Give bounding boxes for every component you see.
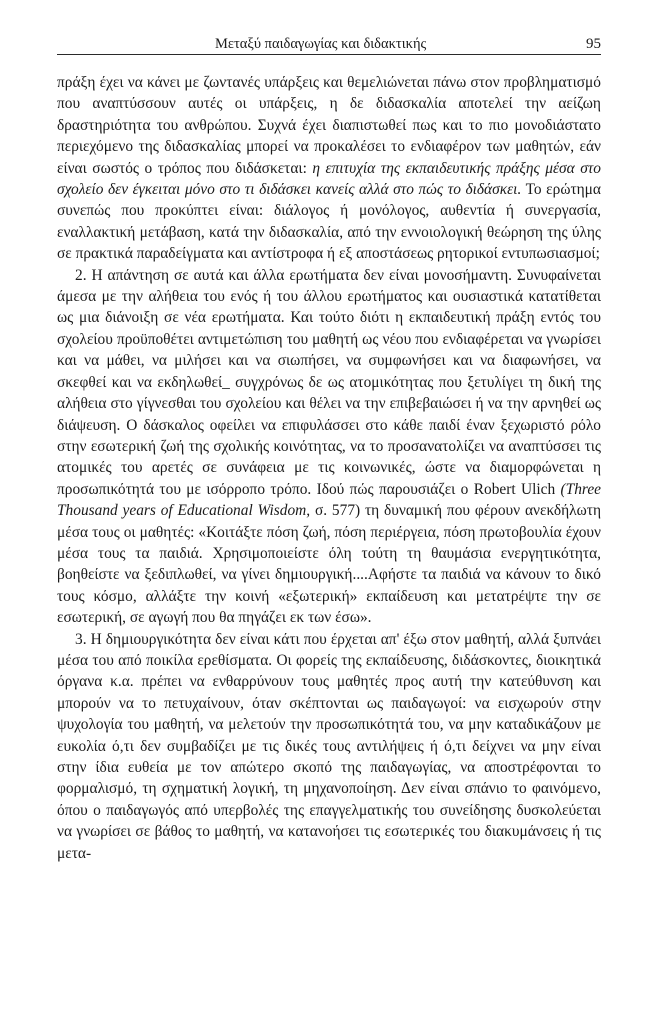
body-text	[57, 72, 601, 864]
paragraph-2-text-end: σ. 577) τη δυναμική που φέρουν ανεκδήλωτη μέσα τους οι μαθητές: «Κοιτάξτε πόση ζωή, πόση περιέργεια, πόση πρωτοβουλία έχουν μέσα τους τα παιδιά. Χρησιμοποιείστε όλη τούτη τη θαυμάσια ενεργητικότητα, βοηθείστε να ξεδιπλωθεί, να γίνει δημιουργική....Αφήστε τα παιδιά να κάνουν το δικό τους κόσμο, αλλάξτε την κοινή «εξωτερική» εκπαίδευση και μετατρέψτε την σε εσωτερική, σε αγωγή που θα πηγάζει εκ των έσω».	[57, 502, 601, 627]
paragraph-1-text: πράξη έχει να κάνει με ζωντανές υπάρξεις και θεμελιώνεται πάνω στον προβληματισμό που αναπτύσσουν αυτές οι υπάρξεις, η δε διδασκαλία αποτελεί την αείζωη δραστηριότητα του ανθρώπου. Συχνά έχει διαπιστωθεί πως και το πιο μονοδιάστατο περιεχόμενο της διδασκαλίας μπορεί να προκαλέσει το ενδιαφέρον των μαθητών, εάν είναι σωστός ο τρόπος που διδάσκεται:	[57, 74, 601, 177]
running-title: Μεταξύ παιδαγωγίας και διδακτικής	[215, 36, 427, 52]
page-header	[57, 36, 601, 55]
paragraph-2-text: 2. Η απάντηση σε αυτά και άλλα ερωτήματα δεν είναι μονοσήμαντη. Συνυφαίνεται άμεσα με την αλήθεια του ενός ή του άλλου ερωτήματος και ουσιαστικά κατατίθεται ως μια διάνοιξη σε νέα ερωτήματα. Και τούτο διότι η εκπαιδευτική πράξη εντός του σχολείου προϋποθέτει αντιμετώπιση του μαθητή ως νέου που ενδιαφέρεται να γνωρίσει και να μάθει, να μιλήσει και να σιωπήσει, να συμφωνήσει και να διαφωνήσει, να σκεφθεί και να εκδηλωθεί_ συγχρόνως δε ως ατομικότητας που ξετυλίγει τη δική της αλήθεια στο γίγνεσθαι του σχολείου και θέλει να την επιβεβαιώσει ή να την αρνηθεί ως διάψευση. Ο δάσκαλος οφείλει να επιφυλάσσει στο κάθε παιδί έναν ξεχωριστό ρόλο στην εσωτερική ζωή της σχολικής κοινότητας, να το προσανατολίζει να αναπτύσσει τις ατομικές του αρετές σε συνάφεια με τις κοινωνικές, ώστε να διαμορφώνεται η προσωπικότητά του με ισόρροπο τρόπο. Ιδού πώς παρουσιάζει ο Robert Ulich	[57, 266, 601, 498]
page-number: 95	[586, 36, 601, 52]
paragraph-1-italic: η επιτυχία της εκπαιδευτικής πράξης μέσα στο σχολείο δεν έγκειται μόνο στο τι διδάσκει κανείς αλλά στο πώς το διδάσκει.	[57, 159, 601, 199]
book-title-italic: (Three Thousand years of Educational Wisdom,	[57, 480, 601, 520]
paragraph-1-text-end: Το ερώτημα συνεπώς που προκύπτει είναι: διάλογος ή μονόλογος, αυθεντία ή συνεργασία, εναλλακτική μετάβαση, κατά την διδασκαλία, από την εννοιολογική θεώρηση της ύλης σε πρακτικά παραδείγματα και αντίστροφα ή εξ αποστάσεως ρητορικοί εντυπωσιασμοί;	[57, 181, 601, 263]
paragraph-1	[57, 72, 601, 265]
paragraph-3: 3. Η δημιουργικότητα δεν είναι κάτι που έρχεται απ' έξω στον μαθητή, αλλά ξυπνάει μέσα του από ποικίλα ερεθίσματα. Οι φορείς της εκπαίδευσης, διδάσκοντες, διοικητικά όργανα κ.α. πρέπει να ενθαρρύνουν τους μαθητές προς αυτή την κατεύθυνση και μπορούν να το πετυχαίνουν, όταν σκέπτονται ως παιδαγωγοί: να εισχωρούν στην ψυχολογία του μαθητή, να μελετούν την προσωπικότητά του, να μην καταδικάζουν με ευκολία ό,τι δεν συμβαδίζει με τις δικές τους αντιλήψεις ή ό,τι δείχνει να μην είναι στην ίδια ευθεία με τον απώτερο σκοπό της παιδαγωγίας, να αποστρέφονται το φορμαλισμό, τη σχηματική λογική, τη μηχανοποίηση. Δεν είναι σπάνιο το φαινόμενο, όπου ο παιδαγωγός από υπερβολές της επαγγελματικής του συνείδησης δυσκολεύεται να γνωρίσει σε βάθος το μαθητή, να κατανοήσει τις εσωτερικές του διακυμάνσεις ή τις μετα-	[57, 630, 601, 862]
paragraph-2	[57, 265, 601, 629]
